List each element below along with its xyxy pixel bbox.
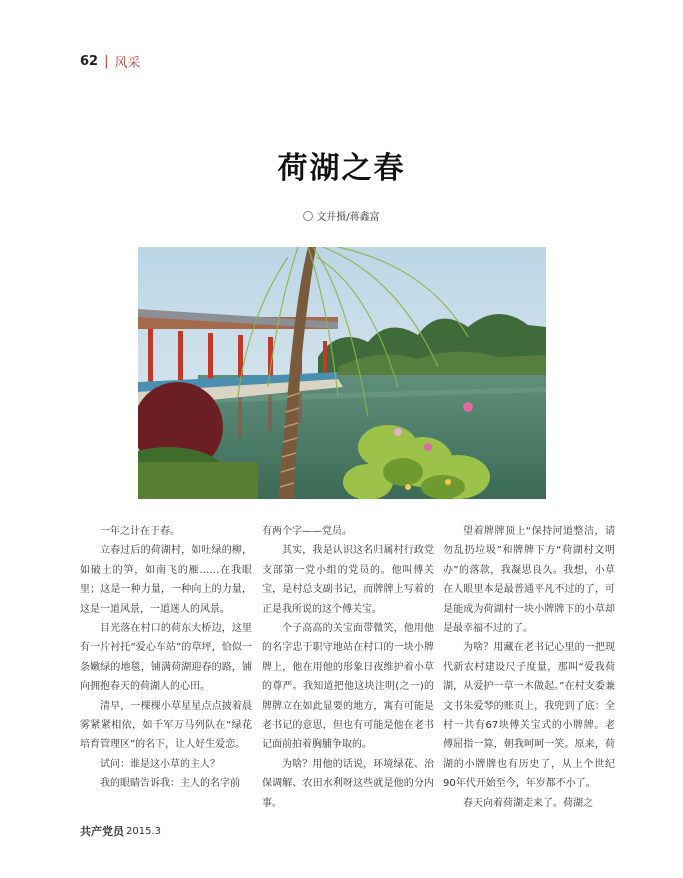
article-byline [0, 208, 683, 223]
page-header [80, 52, 141, 71]
paragraph: 一年之计在于春。 [100, 526, 180, 537]
article-photo [138, 247, 546, 499]
text-column-2 [262, 522, 434, 813]
header-separator: | [104, 54, 109, 69]
paragraph: 清早，一棵棵小草星星点点披着晨雾紧紧相依，如千军万马列队在“绿花培育管理区”的名下，让人好生爱恋。 [80, 700, 252, 751]
paragraph: 其实，我是认识这名归属村行政党支部第一党小组的党员的。他叫傅关宝，是村总支副书记，而牌牌上写着的正是我所说的这个傅关宝。 [262, 545, 434, 615]
paragraph: 为啥？用藏在老书记心里的一把现代新农村建设尺子度量，那叫“爱我荷湖，从爱护一草一木做起。”在村支委兼文书朱爱琴的账页上，我兜到了底：全村一共有67块傅关宝式的小牌牌。老傅屈指一算，朝我呵呵一笑。原来，荷湖的小牌牌也有历史了，从上个世纪90年代开始至今，年岁都不小了。 [443, 642, 615, 790]
paragraph: 目光落在村口的荷东大桥边，这里有一片衬托“爱心车站”的草坪，恰似一条嫩绿的地毯，铺满荷湖迎春的路，铺向拥抱春天的荷湖人的心田。 [80, 623, 252, 693]
paragraph: 为啥？用他的话说，环境绿花、治保调解、农田水利呀这些就是他的分内事。 [262, 758, 434, 809]
paragraph: 立春过后的荷湖村，如吐绿的柳，如破土的笋，如南飞的雁……在我眼里；这是一种力量，一种向上的力量，这是一道风景，一道迷人的风景。 [80, 545, 252, 615]
magazine-name: 共产党员 [80, 825, 124, 838]
paragraph: 春天向着荷湖走来了。荷湖之 [463, 797, 593, 809]
article-title: 荷湖之春 [277, 151, 406, 186]
byline-circle-icon [303, 211, 313, 221]
section-name: 风采 [114, 56, 141, 71]
paragraph: 我的眼睛告诉我：主人的名字前 [100, 778, 240, 790]
paragraph: 望着牌牌顶上“保持河道整洁，请勿乱扔垃圾”和牌牌下方“荷湖村文明办”的落款，我凝思良久。我想，小草在人眼里本是最普通平凡不过的了，可是能成为荷湖村一块小牌牌下的小草却是最幸福不过的了。 [443, 526, 615, 635]
lake-photo-illustration [138, 247, 546, 499]
paragraph: 个子高高的关宝面带微笑，他用他的名字忠于职守地站在村口的一块小牌牌上，他在用他的形象日夜维护着小草的尊严。我知道把他这块注明(之一)的牌牌立在如此显要的地方，寓有可能是老书记的意思，但也有可能是他在老书记面前拍着胸脯争取的。 [262, 623, 434, 751]
text-column-3 [443, 522, 615, 813]
paragraph: 有两个字——党员。 [262, 526, 352, 537]
issue-number: 2015.3 [126, 825, 161, 837]
byline-text: 文并摄/蒋鑫富 [316, 212, 380, 223]
paragraph: 试问：谁是这小草的主人？ [100, 758, 220, 770]
page-footer [80, 823, 161, 839]
text-column-1 [80, 522, 252, 794]
page-number: 62 [80, 54, 99, 69]
